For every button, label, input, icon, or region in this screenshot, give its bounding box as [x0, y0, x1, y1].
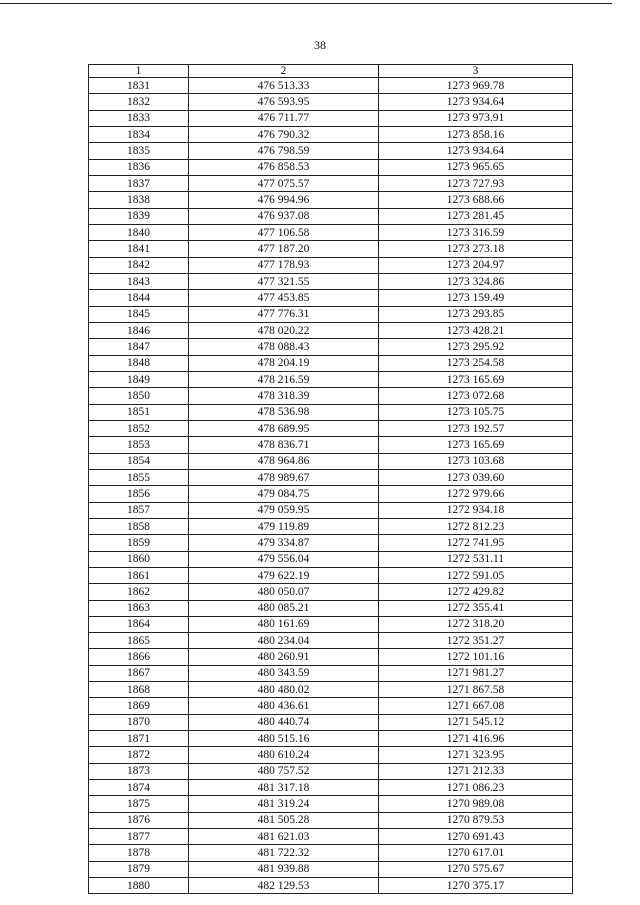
y-coordinate-cell: 1273 103.68: [379, 453, 573, 469]
y-coordinate-cell: 1273 295.92: [379, 339, 573, 355]
x-coordinate-cell: 480 260.91: [189, 649, 379, 665]
x-coordinate-cell: 477 321.55: [189, 273, 379, 289]
point-number-cell: 1854: [89, 453, 189, 469]
x-coordinate-cell: 480 757.52: [189, 763, 379, 779]
y-coordinate-cell: 1270 375.17: [379, 878, 573, 894]
x-coordinate-cell: 479 334.87: [189, 535, 379, 551]
x-coordinate-cell: 478 989.67: [189, 469, 379, 485]
point-number-cell: 1836: [89, 159, 189, 175]
table-row: [89, 437, 573, 453]
y-coordinate-cell: 1272 979.66: [379, 486, 573, 502]
x-coordinate-cell: 477 453.85: [189, 290, 379, 306]
y-coordinate-cell: 1271 086.23: [379, 780, 573, 796]
point-number-cell: 1873: [89, 763, 189, 779]
y-coordinate-cell: 1272 355.41: [379, 600, 573, 616]
table-row: [89, 404, 573, 420]
x-coordinate-cell: 478 318.39: [189, 388, 379, 404]
x-coordinate-cell: 480 610.24: [189, 747, 379, 763]
y-coordinate-cell: 1273 973.91: [379, 110, 573, 126]
x-coordinate-cell: 478 088.43: [189, 339, 379, 355]
y-coordinate-cell: 1273 165.69: [379, 437, 573, 453]
y-coordinate-cell: 1273 316.59: [379, 224, 573, 240]
x-coordinate-cell: 480 343.59: [189, 665, 379, 681]
x-coordinate-cell: 480 050.07: [189, 584, 379, 600]
x-coordinate-cell: 478 204.19: [189, 355, 379, 371]
table-row: [89, 241, 573, 257]
point-number-cell: 1877: [89, 829, 189, 845]
y-coordinate-cell: 1272 101.16: [379, 649, 573, 665]
page-number: 38: [314, 38, 326, 52]
column-header-1: 1: [89, 65, 189, 78]
column-header-3: 3: [379, 65, 573, 78]
x-coordinate-cell: 480 161.69: [189, 616, 379, 632]
y-coordinate-cell: 1273 688.66: [379, 192, 573, 208]
table-row: [89, 682, 573, 698]
point-number-cell: 1876: [89, 812, 189, 828]
y-coordinate-cell: 1272 351.27: [379, 633, 573, 649]
table-row: [89, 763, 573, 779]
table-row: [89, 796, 573, 812]
table-row: [89, 780, 573, 796]
x-coordinate-cell: 477 106.58: [189, 224, 379, 240]
y-coordinate-cell: 1273 934.64: [379, 143, 573, 159]
y-coordinate-cell: 1273 159.49: [379, 290, 573, 306]
x-coordinate-cell: 477 178.93: [189, 257, 379, 273]
x-coordinate-cell: 477 776.31: [189, 306, 379, 322]
table-row: [89, 388, 573, 404]
table-row: [89, 143, 573, 159]
y-coordinate-cell: 1271 212.33: [379, 763, 573, 779]
table-row: [89, 861, 573, 877]
table-row: [89, 829, 573, 845]
x-coordinate-cell: 479 556.04: [189, 551, 379, 567]
point-number-cell: 1842: [89, 257, 189, 273]
y-coordinate-cell: 1272 934.18: [379, 502, 573, 518]
point-number-cell: 1849: [89, 371, 189, 387]
x-coordinate-cell: 480 440.74: [189, 714, 379, 730]
y-coordinate-cell: 1272 318.20: [379, 616, 573, 632]
point-number-cell: 1846: [89, 322, 189, 338]
point-number-cell: 1861: [89, 567, 189, 583]
point-number-cell: 1831: [89, 78, 189, 94]
x-coordinate-cell: 476 790.32: [189, 126, 379, 142]
x-coordinate-cell: 479 119.89: [189, 518, 379, 534]
y-coordinate-cell: 1271 323.95: [379, 747, 573, 763]
table-row: [89, 290, 573, 306]
x-coordinate-cell: 479 059.95: [189, 502, 379, 518]
x-coordinate-cell: 476 711.77: [189, 110, 379, 126]
x-coordinate-cell: 476 858.53: [189, 159, 379, 175]
table-row: [89, 453, 573, 469]
point-number-cell: 1863: [89, 600, 189, 616]
point-number-cell: 1853: [89, 437, 189, 453]
table-row: [89, 306, 573, 322]
y-coordinate-cell: 1273 072.68: [379, 388, 573, 404]
point-number-cell: 1850: [89, 388, 189, 404]
point-number-cell: 1856: [89, 486, 189, 502]
y-coordinate-cell: 1273 934.64: [379, 94, 573, 110]
x-coordinate-cell: 478 964.86: [189, 453, 379, 469]
point-number-cell: 1855: [89, 469, 189, 485]
point-number-cell: 1835: [89, 143, 189, 159]
point-number-cell: 1860: [89, 551, 189, 567]
point-number-cell: 1867: [89, 665, 189, 681]
y-coordinate-cell: 1273 165.69: [379, 371, 573, 387]
point-number-cell: 1866: [89, 649, 189, 665]
table-row: [89, 551, 573, 567]
y-coordinate-cell: 1273 204.97: [379, 257, 573, 273]
x-coordinate-cell: 478 216.59: [189, 371, 379, 387]
point-number-cell: 1870: [89, 714, 189, 730]
point-number-cell: 1865: [89, 633, 189, 649]
table-row: [89, 502, 573, 518]
x-coordinate-cell: 480 234.04: [189, 633, 379, 649]
point-number-cell: 1832: [89, 94, 189, 110]
table-row: [89, 878, 573, 894]
table-row: [89, 257, 573, 273]
x-coordinate-cell: 477 187.20: [189, 241, 379, 257]
point-number-cell: 1869: [89, 698, 189, 714]
y-coordinate-cell: 1273 273.18: [379, 241, 573, 257]
point-number-cell: 1871: [89, 731, 189, 747]
table-row: [89, 78, 573, 94]
point-number-cell: 1880: [89, 878, 189, 894]
table-row: [89, 339, 573, 355]
x-coordinate-cell: 481 319.24: [189, 796, 379, 812]
y-coordinate-cell: 1273 858.16: [379, 126, 573, 142]
x-coordinate-cell: 481 621.03: [189, 829, 379, 845]
table-row: [89, 322, 573, 338]
x-coordinate-cell: 476 937.08: [189, 208, 379, 224]
point-number-cell: 1839: [89, 208, 189, 224]
point-number-cell: 1872: [89, 747, 189, 763]
table-row: [89, 812, 573, 828]
y-coordinate-cell: 1273 428.21: [379, 322, 573, 338]
table-row: [89, 273, 573, 289]
point-number-cell: 1852: [89, 420, 189, 436]
y-coordinate-cell: 1273 254.58: [379, 355, 573, 371]
x-coordinate-cell: 479 084.75: [189, 486, 379, 502]
y-coordinate-cell: 1270 617.01: [379, 845, 573, 861]
point-number-cell: 1862: [89, 584, 189, 600]
x-coordinate-cell: 479 622.19: [189, 567, 379, 583]
y-coordinate-cell: 1271 545.12: [379, 714, 573, 730]
table-row: [89, 420, 573, 436]
table-row: [89, 616, 573, 632]
table-row: [89, 731, 573, 747]
table-row: [89, 110, 573, 126]
table-row: [89, 714, 573, 730]
point-number-cell: 1851: [89, 404, 189, 420]
point-number-cell: 1833: [89, 110, 189, 126]
table-row: [89, 518, 573, 534]
y-coordinate-cell: 1273 293.85: [379, 306, 573, 322]
table-row: [89, 600, 573, 616]
x-coordinate-cell: 481 505.28: [189, 812, 379, 828]
point-number-cell: 1843: [89, 273, 189, 289]
y-coordinate-cell: 1273 192.57: [379, 420, 573, 436]
x-coordinate-cell: 481 317.18: [189, 780, 379, 796]
y-coordinate-cell: 1273 969.78: [379, 78, 573, 94]
y-coordinate-cell: 1270 575.67: [379, 861, 573, 877]
point-number-cell: 1879: [89, 861, 189, 877]
table-row: [89, 584, 573, 600]
y-coordinate-cell: 1273 281.45: [379, 208, 573, 224]
table-row: [89, 535, 573, 551]
x-coordinate-cell: 478 020.22: [189, 322, 379, 338]
x-coordinate-cell: 478 536.98: [189, 404, 379, 420]
y-coordinate-cell: 1270 989.08: [379, 796, 573, 812]
table-row: [89, 633, 573, 649]
x-coordinate-cell: 476 513.33: [189, 78, 379, 94]
point-number-cell: 1868: [89, 682, 189, 698]
x-coordinate-cell: 480 480.02: [189, 682, 379, 698]
y-coordinate-cell: 1272 812.23: [379, 518, 573, 534]
x-coordinate-cell: 481 722.32: [189, 845, 379, 861]
coordinates-table: [88, 64, 573, 894]
table-row: [89, 371, 573, 387]
y-coordinate-cell: 1273 105.75: [379, 404, 573, 420]
point-number-cell: 1841: [89, 241, 189, 257]
point-number-cell: 1848: [89, 355, 189, 371]
point-number-cell: 1859: [89, 535, 189, 551]
table-row: [89, 126, 573, 142]
point-number-cell: 1837: [89, 175, 189, 191]
table-row: [89, 567, 573, 583]
point-number-cell: 1874: [89, 780, 189, 796]
table-row: [89, 192, 573, 208]
column-header-2: 2: [189, 65, 379, 78]
top-rule: [0, 3, 612, 4]
table-row: [89, 486, 573, 502]
x-coordinate-cell: 480 436.61: [189, 698, 379, 714]
point-number-cell: 1840: [89, 224, 189, 240]
x-coordinate-cell: 480 085.21: [189, 600, 379, 616]
table-row: [89, 698, 573, 714]
y-coordinate-cell: 1271 867.58: [379, 682, 573, 698]
table-row: [89, 469, 573, 485]
y-coordinate-cell: 1271 667.08: [379, 698, 573, 714]
x-coordinate-cell: 482 129.53: [189, 878, 379, 894]
table-row: [89, 175, 573, 191]
x-coordinate-cell: 481 939.88: [189, 861, 379, 877]
point-number-cell: 1857: [89, 502, 189, 518]
table-row: [89, 747, 573, 763]
table-header-row: [89, 65, 573, 78]
y-coordinate-cell: 1273 965.65: [379, 159, 573, 175]
table-row: [89, 845, 573, 861]
y-coordinate-cell: 1273 039.60: [379, 469, 573, 485]
x-coordinate-cell: 476 593.95: [189, 94, 379, 110]
point-number-cell: 1858: [89, 518, 189, 534]
x-coordinate-cell: 480 515.16: [189, 731, 379, 747]
point-number-cell: 1845: [89, 306, 189, 322]
x-coordinate-cell: 478 836.71: [189, 437, 379, 453]
y-coordinate-cell: 1270 691.43: [379, 829, 573, 845]
point-number-cell: 1875: [89, 796, 189, 812]
table-row: [89, 94, 573, 110]
y-coordinate-cell: 1272 429.82: [379, 584, 573, 600]
x-coordinate-cell: 476 994.96: [189, 192, 379, 208]
table-row: [89, 208, 573, 224]
x-coordinate-cell: 477 075.57: [189, 175, 379, 191]
x-coordinate-cell: 478 689.95: [189, 420, 379, 436]
table-row: [89, 159, 573, 175]
y-coordinate-cell: 1272 741.95: [379, 535, 573, 551]
table-row: [89, 224, 573, 240]
y-coordinate-cell: 1272 531.11: [379, 551, 573, 567]
point-number-cell: 1864: [89, 616, 189, 632]
y-coordinate-cell: 1271 981.27: [379, 665, 573, 681]
point-number-cell: 1844: [89, 290, 189, 306]
y-coordinate-cell: 1271 416.96: [379, 731, 573, 747]
point-number-cell: 1834: [89, 126, 189, 142]
point-number-cell: 1878: [89, 845, 189, 861]
x-coordinate-cell: 476 798.59: [189, 143, 379, 159]
table-row: [89, 649, 573, 665]
y-coordinate-cell: 1272 591.05: [379, 567, 573, 583]
table-row: [89, 665, 573, 681]
table-body: [89, 78, 573, 894]
y-coordinate-cell: 1270 879.53: [379, 812, 573, 828]
y-coordinate-cell: 1273 727.93: [379, 175, 573, 191]
y-coordinate-cell: 1273 324.86: [379, 273, 573, 289]
point-number-cell: 1847: [89, 339, 189, 355]
point-number-cell: 1838: [89, 192, 189, 208]
table-row: [89, 355, 573, 371]
